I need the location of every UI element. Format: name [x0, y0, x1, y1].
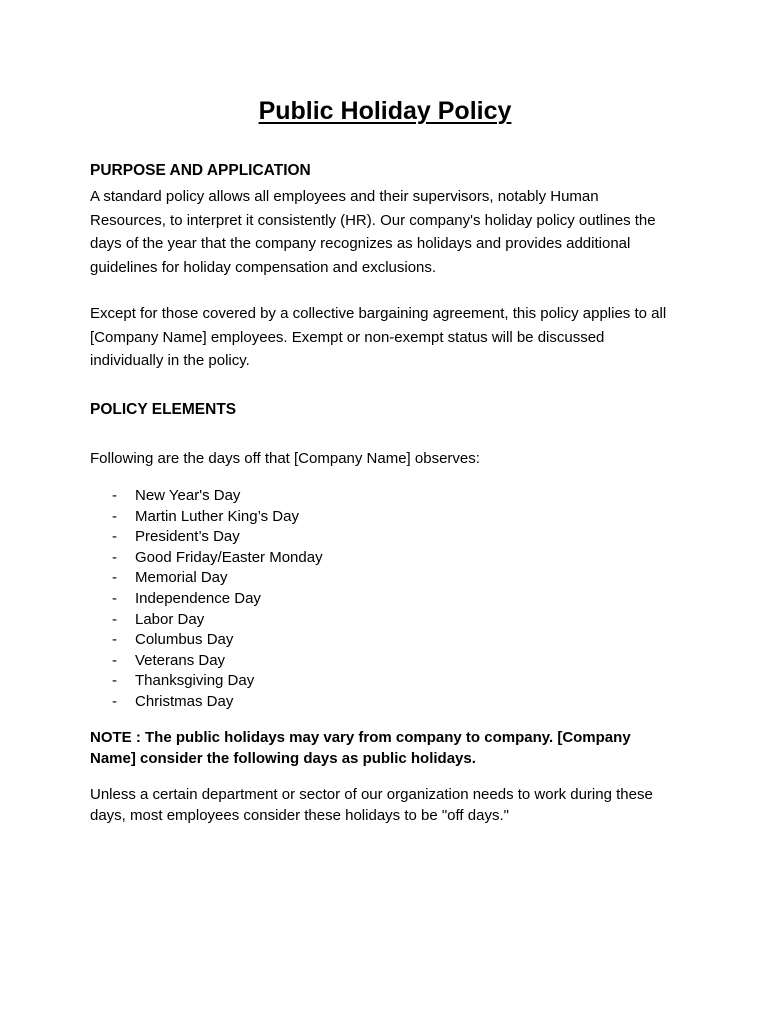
policy-elements-heading: POLICY ELEMENTS	[90, 401, 237, 418]
list-item	[112, 548, 323, 569]
purpose-paragraph-1: A standard policy allows all employees and their supervisors, notably Human Resources, to interpret it consistently (HR). Our company's holiday policy outlines the days of the year that the company recognizes as holidays and provides additional guidelines for holiday compensation and exclusions.	[90, 188, 656, 276]
list-bullet: -	[112, 589, 117, 607]
holiday-list	[112, 486, 323, 713]
list-item	[112, 507, 323, 528]
list-item	[112, 527, 323, 548]
list-item	[112, 486, 323, 507]
holiday-name: Columbus Day	[135, 631, 234, 649]
list-bullet: -	[112, 692, 117, 710]
holiday-name: Labor Day	[135, 610, 205, 628]
list-item	[112, 568, 323, 589]
holidays-note: NOTE : The public holidays may vary from company to company. [Company Name] consider the following days as public holidays.	[90, 729, 631, 767]
list-bullet: -	[112, 610, 117, 628]
holiday-name: President’s Day	[135, 528, 240, 546]
holidays-intro: Following are the days off that [Company Name] observes:	[90, 450, 480, 467]
closing-paragraph: Unless a certain department or sector of our organization needs to work during these days, most employees consider these holidays to be "off days."	[90, 786, 653, 824]
list-bullet: -	[112, 631, 117, 649]
purpose-heading: PURPOSE AND APPLICATION	[90, 162, 311, 179]
list-bullet: -	[112, 651, 117, 669]
holiday-name: Thanksgiving Day	[135, 672, 255, 690]
list-bullet: -	[112, 507, 117, 525]
list-bullet: -	[112, 487, 117, 504]
list-bullet: -	[112, 672, 117, 690]
list-bullet: -	[112, 528, 117, 546]
document-title: Public Holiday Policy	[258, 97, 512, 125]
purpose-paragraph-2: Except for those covered by a collective bargaining agreement, this policy applies to all [Company Name] employees. Exempt or non-exempt status will be discussed individually in the policy.	[90, 305, 667, 369]
list-item	[112, 671, 323, 692]
holiday-name: Independence Day	[135, 589, 261, 607]
list-item	[112, 630, 323, 651]
holiday-name: Memorial Day	[135, 569, 228, 587]
list-bullet: -	[112, 569, 117, 587]
list-item	[112, 651, 323, 672]
list-item	[112, 589, 323, 610]
list-item	[112, 610, 323, 631]
holiday-name: Good Friday/Easter Monday	[135, 548, 323, 566]
list-item	[112, 692, 323, 713]
holiday-name: Veterans Day	[135, 651, 226, 669]
list-bullet: -	[112, 548, 117, 566]
holiday-name: New Year's Day	[135, 487, 241, 504]
holiday-name: Martin Luther King’s Day	[135, 507, 299, 525]
holiday-name: Christmas Day	[135, 692, 234, 710]
